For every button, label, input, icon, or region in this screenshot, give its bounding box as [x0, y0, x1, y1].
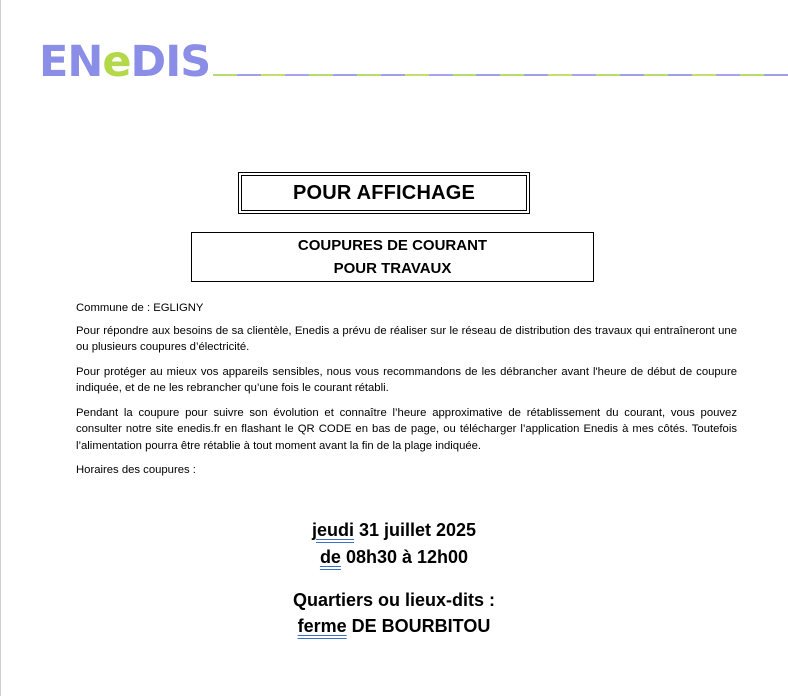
line-segment [596, 74, 620, 76]
header-decorative-line [213, 74, 788, 76]
line-segment [548, 74, 572, 76]
places-label: Quartiers ou lieux-dits : [292, 590, 496, 610]
line-segment [716, 74, 740, 76]
place-word: ferme [297, 616, 347, 636]
line-segment [524, 74, 548, 76]
line-segment [453, 74, 477, 76]
from-word: de [319, 547, 341, 567]
line-segment [357, 74, 381, 76]
line-segment [500, 74, 524, 76]
horaires-label: Horaires des coupures : [76, 464, 196, 476]
line-segment [692, 74, 716, 76]
line-segment [261, 74, 285, 76]
date-rest: 31 juillet 2025 [353, 520, 477, 540]
page-title: POUR AFFICHAGE [292, 181, 476, 204]
line-segment [213, 74, 237, 76]
schedule-time [0, 547, 788, 568]
enedis-logo [39, 40, 209, 87]
notice-body [76, 300, 737, 487]
paragraph-3: Pendant la coupure pour suivre son évolution et connaître l’heure approximative de rétablissement du courant, vous pouvez consulter notre site enedis.fr en flashant le QR CODE en bas de page, ou télécharger l’application Enedis à mes côtés. Toutefois l’alimentation pourra être rétablie à tout moment avant la fin de la plage indiquée. [76, 406, 737, 452]
day-word: jeudi [311, 520, 354, 540]
line-segment [381, 74, 405, 76]
subtitle-line-1: COUPURES DE COURANT [297, 237, 488, 254]
line-segment [285, 74, 309, 76]
line-segment [476, 74, 500, 76]
line-segment [429, 74, 453, 76]
enedis-logo-icon [39, 40, 209, 82]
schedule-date [0, 520, 788, 541]
subtitle-box [191, 232, 594, 282]
paragraph-1: Pour répondre aux besoins de sa clientèle, Enedis a prévu de réaliser sur le réseau de distribution des travaux qui entraîneront une ou plusieurs coupures d’électricité. [76, 324, 737, 353]
place-rest: DE BOURBITOU [346, 616, 491, 636]
line-segment [237, 74, 261, 76]
time-rest: 08h30 à 12h00 [340, 547, 469, 567]
line-segment [620, 74, 644, 76]
title-box [238, 172, 530, 214]
line-segment [405, 74, 429, 76]
line-segment [644, 74, 668, 76]
line-segment [764, 74, 788, 76]
paragraph-2: Pour protéger au mieux vos appareils sensibles, nous vous recommandons de les débrancher avant l'heure de début de coupure indiquée, et de ne les rebrancher qu’une fois le courant rétabli. [76, 365, 737, 394]
subtitle-line-2: POUR TRAVAUX [333, 260, 452, 277]
line-segment [333, 74, 357, 76]
line-segment [572, 74, 596, 76]
line-segment [668, 74, 692, 76]
line-segment [740, 74, 764, 76]
logo-text: ENeDIS [39, 40, 209, 82]
line-segment [309, 74, 333, 76]
place-name [0, 616, 788, 637]
commune-line: Commune de : EGLIGNY [76, 302, 204, 314]
